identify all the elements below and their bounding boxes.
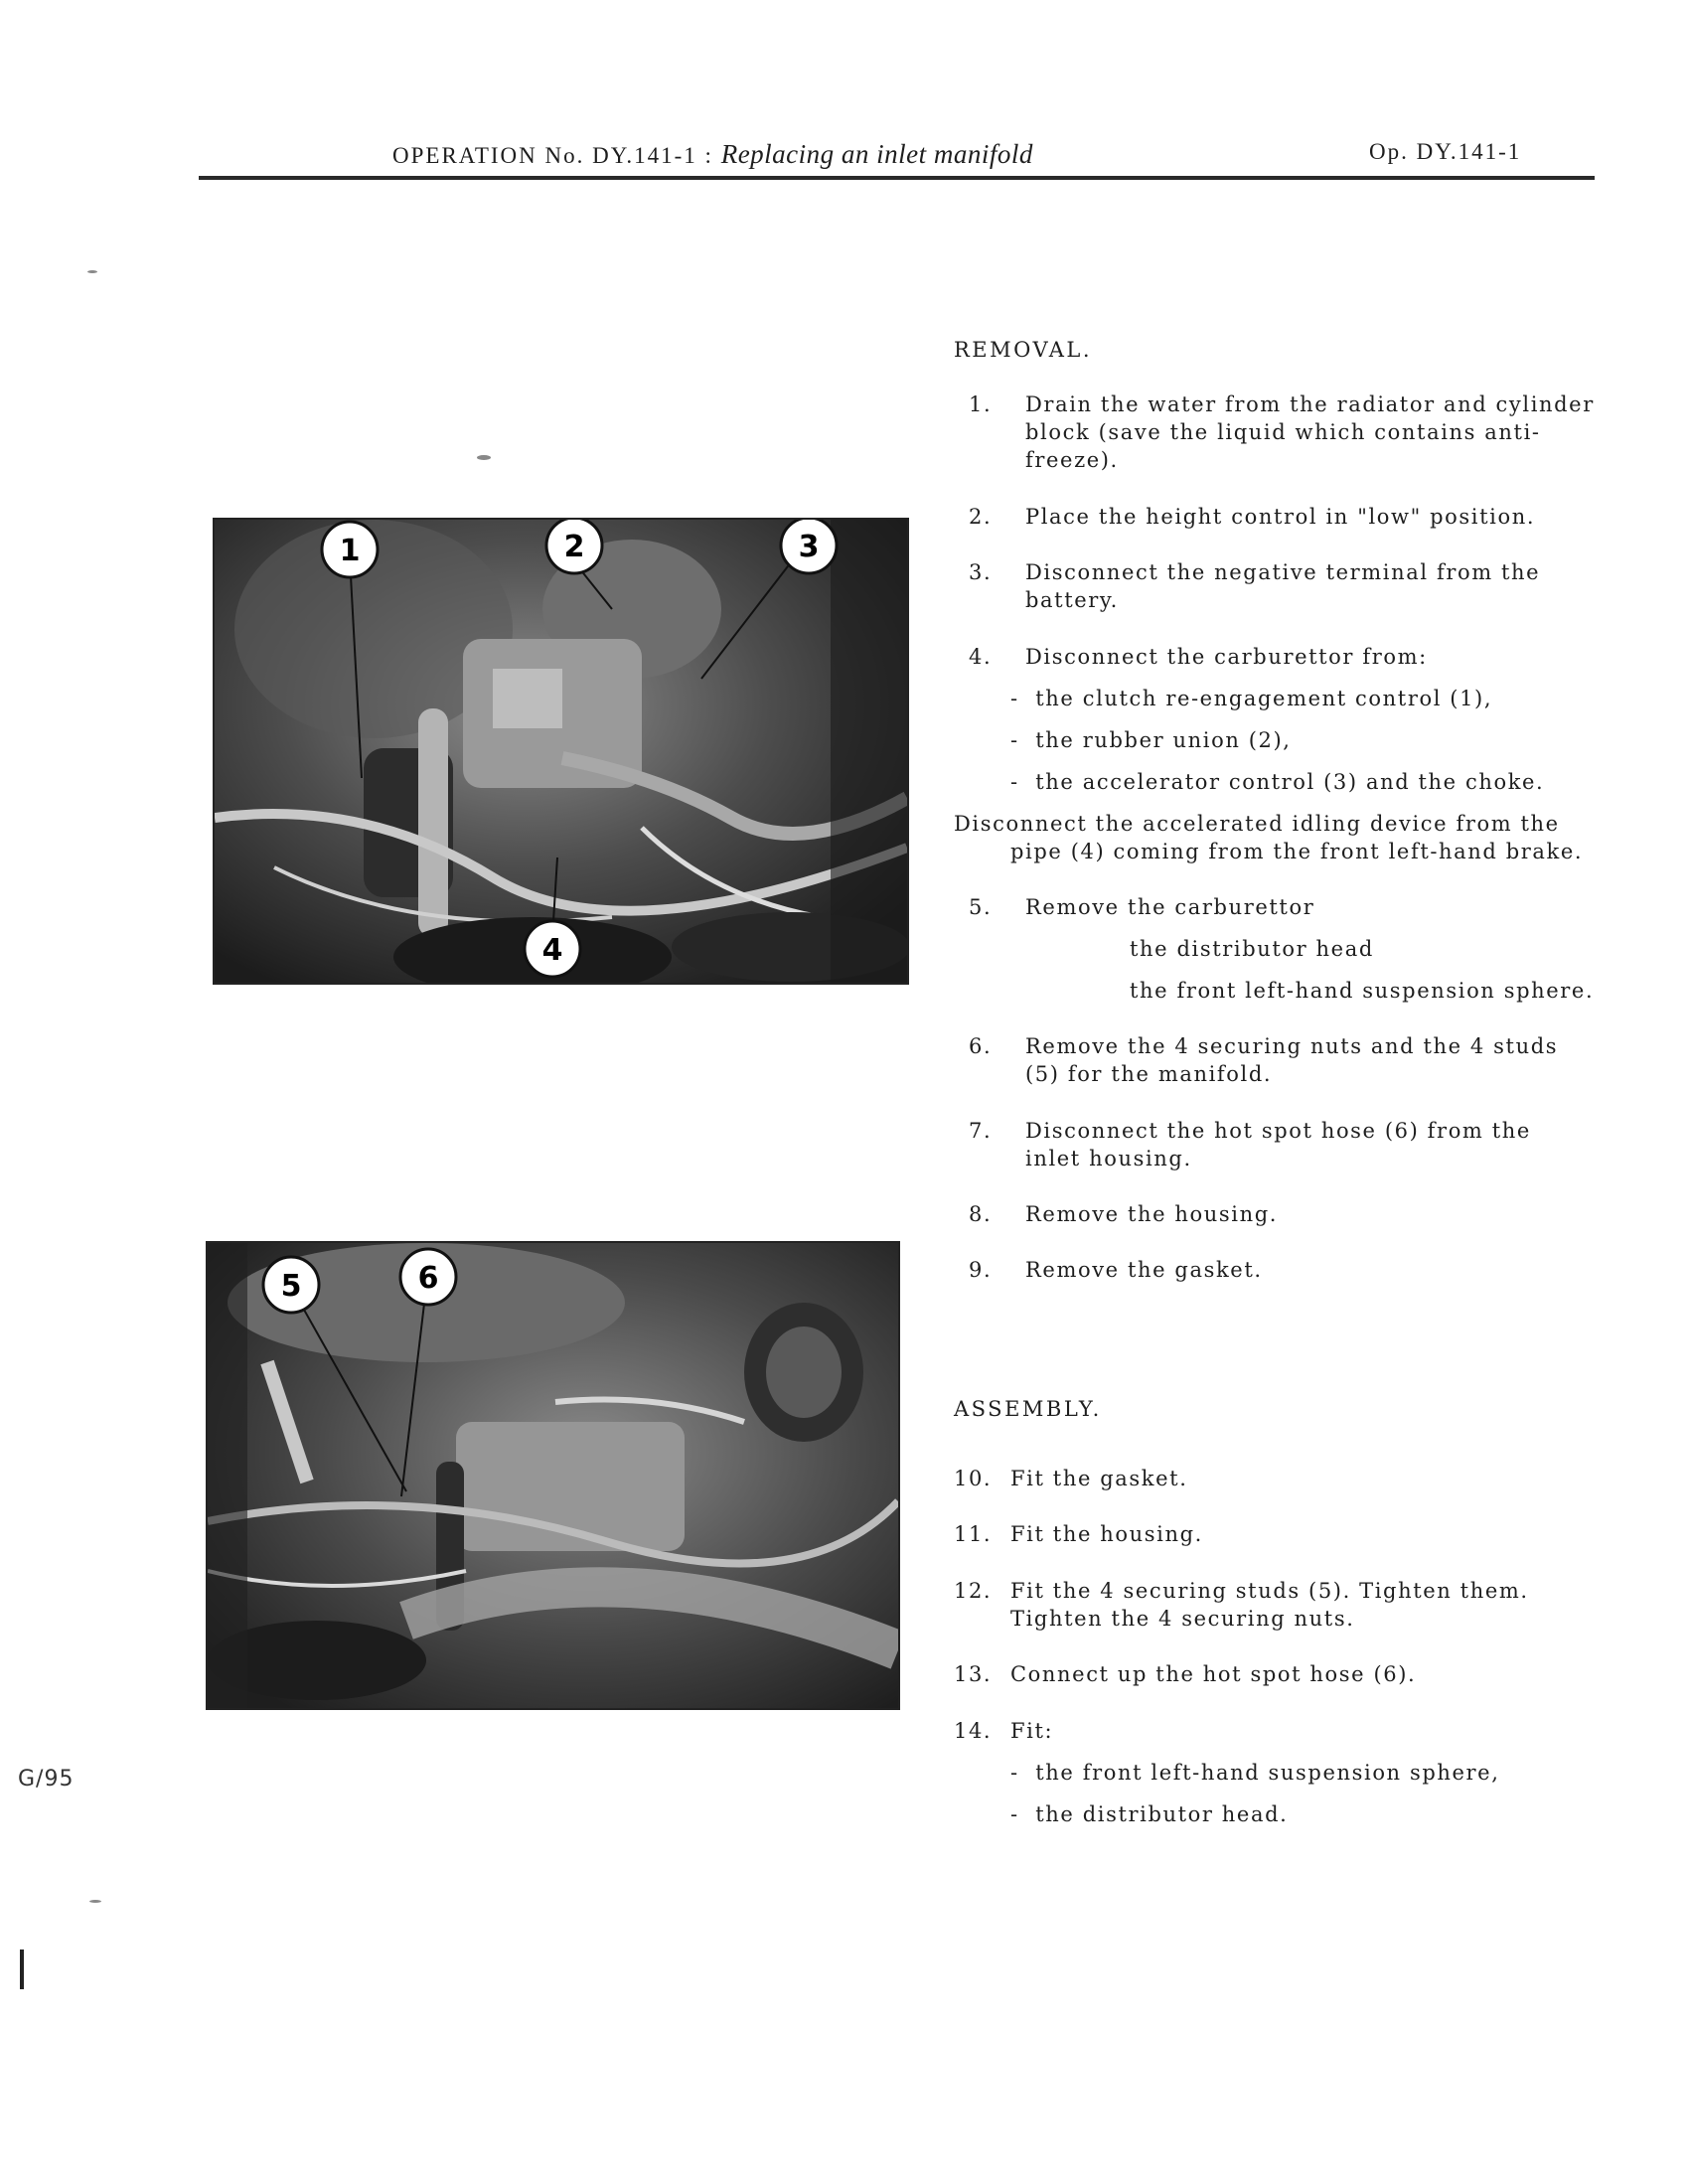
step-number: 10. bbox=[954, 1467, 993, 1490]
step-line: Fit: bbox=[1010, 1719, 1054, 1743]
sub-item-distributor-head: - the distributor head. bbox=[1010, 1802, 1289, 1826]
svg-text:6: 6 bbox=[417, 1261, 439, 1296]
sub-item-clutch: - the clutch re-engagement control (1), bbox=[1010, 687, 1493, 710]
revision-bar bbox=[20, 1950, 24, 1989]
engine-photo-1 bbox=[213, 518, 909, 985]
para-line: Disconnect the accelerated idling device from the bbox=[954, 812, 1560, 836]
step-line: Remove the 4 securing nuts and the 4 studs bbox=[1025, 1034, 1559, 1058]
svg-text:2: 2 bbox=[563, 530, 585, 564]
engine-photo-2 bbox=[206, 1241, 900, 1710]
scan-speck bbox=[477, 455, 491, 460]
step-line: Drain the water from the radiator and cylinder bbox=[1025, 392, 1595, 416]
step-number: 13. bbox=[954, 1662, 993, 1686]
step-number: 6. bbox=[969, 1034, 993, 1058]
scan-speck bbox=[89, 1900, 101, 1903]
step-line: freeze). bbox=[1025, 448, 1119, 472]
page-side-code: G/95 bbox=[18, 1767, 75, 1792]
header-op-code: Op. DY.141-1 bbox=[1369, 139, 1522, 164]
operation-title: Replacing an inlet manifold bbox=[720, 139, 1033, 169]
sub-item-accelerator: - the accelerator control (3) and the choke. bbox=[1010, 770, 1545, 794]
step-line: Fit the 4 securing studs (5). Tighten them. bbox=[1010, 1579, 1529, 1603]
step-number: 3. bbox=[969, 560, 993, 584]
step-line: Remove the carburettor bbox=[1025, 895, 1315, 919]
assembly-step-13 bbox=[954, 1660, 1416, 1688]
step-line: Disconnect the hot spot hose (6) from the bbox=[1025, 1119, 1531, 1143]
step-line: Tighten the 4 securing nuts. bbox=[1010, 1607, 1355, 1631]
svg-text:5: 5 bbox=[280, 1269, 302, 1304]
scan-speck bbox=[87, 270, 97, 273]
header-operation bbox=[392, 139, 1033, 170]
step-line: Fit the gasket. bbox=[1010, 1467, 1188, 1490]
removal-step-5-indent-2: the front left-hand suspension sphere. bbox=[1130, 979, 1595, 1003]
removal-heading: REMOVAL. bbox=[954, 338, 1093, 362]
assembly-heading: ASSEMBLY. bbox=[954, 1397, 1102, 1421]
step-line: Disconnect the negative terminal from the bbox=[1025, 560, 1541, 584]
step-line: (5) for the manifold. bbox=[1025, 1062, 1273, 1086]
step-line: Remove the housing. bbox=[1025, 1202, 1279, 1226]
step-line: Disconnect the carburettor from: bbox=[1025, 645, 1428, 669]
sub-item-rubber-union: - the rubber union (2), bbox=[1010, 728, 1292, 752]
operation-number: OPERATION No. DY.141-1 : bbox=[392, 143, 713, 168]
callout-4 bbox=[525, 921, 580, 977]
callout-1 bbox=[322, 522, 378, 577]
step-number: 1. bbox=[969, 392, 993, 416]
step-number: 11. bbox=[954, 1522, 993, 1546]
assembly-step-11 bbox=[954, 1520, 1203, 1548]
callout-3 bbox=[781, 520, 837, 573]
step-line: block (save the liquid which contains anti- bbox=[1025, 420, 1541, 444]
step-number: 8. bbox=[969, 1202, 993, 1226]
svg-text:3: 3 bbox=[798, 530, 820, 564]
step-line: Connect up the hot spot hose (6). bbox=[1010, 1662, 1417, 1686]
callout-6 bbox=[400, 1249, 456, 1305]
step-line: Place the height control in "low" position. bbox=[1025, 505, 1536, 529]
callout-5 bbox=[263, 1257, 319, 1313]
removal-step-5-indent-1: the distributor head bbox=[1130, 937, 1374, 961]
step-line: Remove the gasket. bbox=[1025, 1258, 1263, 1282]
assembly-steps bbox=[954, 0, 1600, 2184]
step-number: 2. bbox=[969, 505, 993, 529]
step-number: 7. bbox=[969, 1119, 993, 1143]
engine-photo-2-illustration bbox=[208, 1243, 898, 1708]
step-line: Fit the housing. bbox=[1010, 1522, 1203, 1546]
callout-2 bbox=[546, 520, 602, 573]
assembly-step-12 bbox=[954, 1577, 1529, 1633]
assembly-step-10 bbox=[954, 1465, 1187, 1492]
para-line: pipe (4) coming from the front left-hand brake. bbox=[1010, 840, 1584, 863]
step-number: 4. bbox=[969, 645, 993, 669]
engine-photo-1-illustration bbox=[215, 520, 907, 983]
step-line: battery. bbox=[1025, 588, 1119, 612]
svg-text:1: 1 bbox=[339, 534, 361, 568]
step-line: inlet housing. bbox=[1025, 1147, 1192, 1170]
step-number: 12. bbox=[954, 1579, 993, 1603]
step-number: 14. bbox=[954, 1719, 993, 1743]
assembly-step-14 bbox=[954, 1717, 1053, 1745]
sub-item-suspension-sphere: - the front left-hand suspension sphere, bbox=[1010, 1761, 1500, 1785]
step-number: 5. bbox=[969, 895, 993, 919]
step-number: 9. bbox=[969, 1258, 993, 1282]
svg-text:4: 4 bbox=[541, 933, 563, 968]
